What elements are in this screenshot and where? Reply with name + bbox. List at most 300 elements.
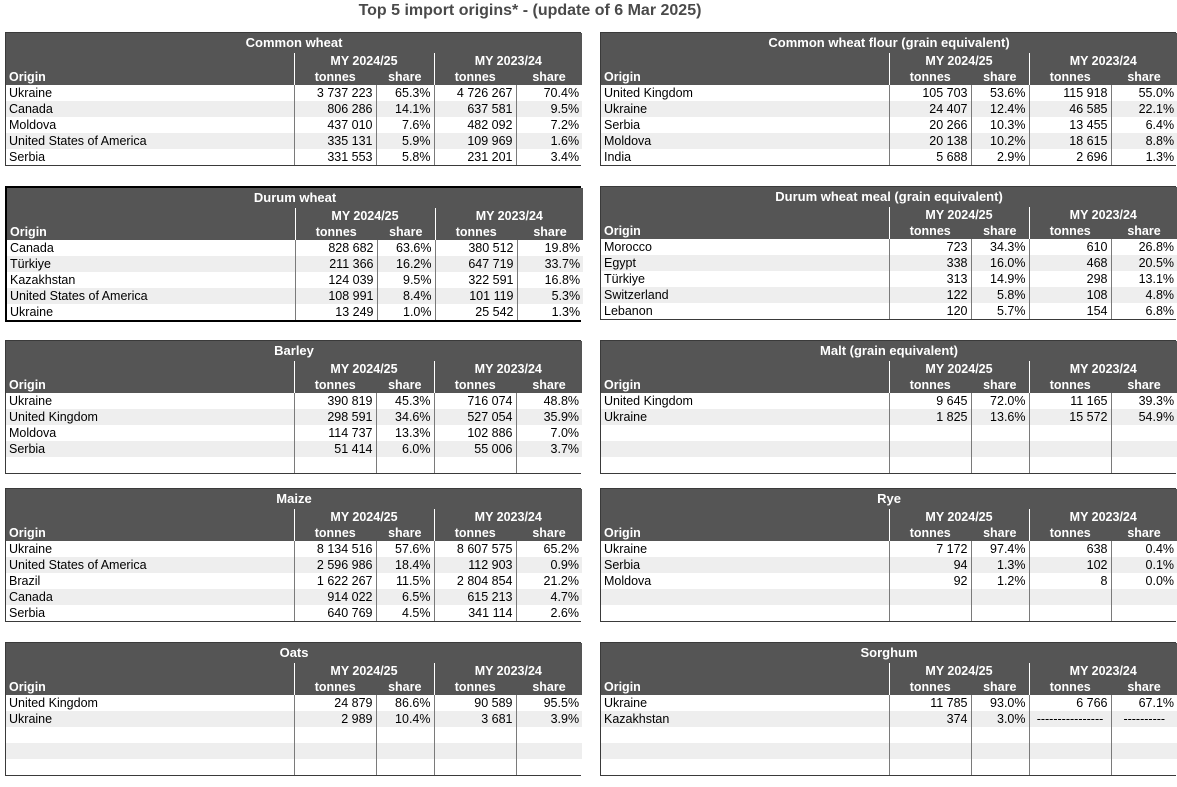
header-share: share xyxy=(1127,526,1161,540)
tonnes-previous-cell: 482 092 xyxy=(434,117,516,133)
page-title: Top 5 import origins* - (update of 6 Mar 2025) xyxy=(358,2,702,19)
table-row xyxy=(6,557,582,573)
header-my-current: MY 2024/25 xyxy=(889,361,1029,377)
header-my-current: MY 2024/25 xyxy=(889,53,1029,69)
tonnes-previous-cell: 112 903 xyxy=(434,557,516,573)
share-previous-cell: 4.8% xyxy=(1111,287,1177,303)
origin-cell xyxy=(601,425,889,441)
share-current-cell: 14.1% xyxy=(376,101,434,117)
origin-cell: Kazakhstan xyxy=(601,711,889,727)
header-share: share xyxy=(983,70,1017,84)
share-previous-cell xyxy=(1111,589,1177,605)
table-row xyxy=(7,272,583,288)
share-current-cell: 2.9% xyxy=(971,149,1029,165)
share-previous-cell: 5.3% xyxy=(517,288,583,304)
origin-cell xyxy=(601,457,889,473)
tonnes-previous-cell: 102 xyxy=(1029,557,1111,573)
header-tonnes: tonnes xyxy=(889,679,971,695)
header-share: share xyxy=(983,378,1017,392)
header-my-current: MY 2024/25 xyxy=(295,208,435,224)
origin-cell: Switzerland xyxy=(601,287,889,303)
share-current-cell: 63.6% xyxy=(377,240,435,256)
table-row xyxy=(6,117,582,133)
header-share: share xyxy=(983,680,1017,694)
origin-cell xyxy=(6,743,294,759)
share-previous-cell xyxy=(1111,605,1177,621)
table-row xyxy=(6,695,582,711)
header-share: share xyxy=(532,378,566,392)
table-row xyxy=(6,589,582,605)
header-my-current: MY 2024/25 xyxy=(294,53,434,69)
tonnes-current-cell: 374 xyxy=(889,711,971,727)
origin-cell: Canada xyxy=(6,589,294,605)
tonnes-previous-cell: 108 xyxy=(1029,287,1111,303)
share-current-cell xyxy=(376,457,434,473)
share-current-cell: 93.0% xyxy=(971,695,1029,711)
header-my-previous: MY 2023/24 xyxy=(1029,663,1177,679)
origin-cell xyxy=(6,727,294,743)
tonnes-current-cell: 108 991 xyxy=(295,288,377,304)
tonnes-previous-cell: 13 455 xyxy=(1029,117,1111,133)
origin-cell: Ukraine xyxy=(6,541,294,557)
share-previous-cell: 70.4% xyxy=(516,85,582,101)
table-row xyxy=(6,727,582,743)
header-tonnes: tonnes xyxy=(294,377,376,393)
header-share: share xyxy=(532,526,566,540)
header-tonnes: tonnes xyxy=(434,525,516,541)
origin-cell: India xyxy=(601,149,889,165)
header-origin: Origin xyxy=(9,70,46,84)
tonnes-previous-cell: 6 766 xyxy=(1029,695,1111,711)
share-current-cell: 10.3% xyxy=(971,117,1029,133)
share-previous-cell: 0.0% xyxy=(1111,573,1177,589)
share-previous-cell: 1.3% xyxy=(517,304,583,320)
origin-cell: United Kingdom xyxy=(6,409,294,425)
share-previous-cell xyxy=(516,457,582,473)
header-origin: Origin xyxy=(10,225,47,239)
table-row xyxy=(601,271,1177,287)
share-current-cell: 53.6% xyxy=(971,85,1029,101)
table-row xyxy=(601,695,1177,711)
share-previous-cell: 26.8% xyxy=(1111,239,1177,255)
tonnes-current-cell xyxy=(889,759,971,775)
table-row xyxy=(601,303,1177,319)
header-tonnes: tonnes xyxy=(1029,679,1111,695)
share-previous-cell: 3.7% xyxy=(516,441,582,457)
table-row xyxy=(7,304,583,320)
share-current-cell: 86.6% xyxy=(376,695,434,711)
origin-cell xyxy=(6,457,294,473)
header-tonnes: tonnes xyxy=(434,377,516,393)
tonnes-current-cell: 914 022 xyxy=(294,589,376,605)
header-share: share xyxy=(1127,680,1161,694)
header-share: share xyxy=(388,70,422,84)
tonnes-previous-cell: 154 xyxy=(1029,303,1111,319)
header-share: share xyxy=(1127,378,1161,392)
header-spacer xyxy=(601,509,889,525)
share-current-cell xyxy=(971,743,1029,759)
share-previous-cell: 2.6% xyxy=(516,605,582,621)
table-row xyxy=(601,409,1177,425)
tonnes-current-cell: 114 737 xyxy=(294,425,376,441)
header-origin: Origin xyxy=(9,680,46,694)
tonnes-previous-cell: 231 201 xyxy=(434,149,516,165)
share-current-cell: 13.6% xyxy=(971,409,1029,425)
header-tonnes: tonnes xyxy=(434,679,516,695)
header-origin: Origin xyxy=(604,224,641,238)
share-previous-cell: 8.8% xyxy=(1111,133,1177,149)
share-previous-cell xyxy=(1111,759,1177,775)
tonnes-current-cell: 313 xyxy=(889,271,971,287)
origin-cell: United States of America xyxy=(7,288,295,304)
share-current-cell: 65.3% xyxy=(376,85,434,101)
share-previous-cell: 6.4% xyxy=(1111,117,1177,133)
tonnes-current-cell: 298 591 xyxy=(294,409,376,425)
header-origin: Origin xyxy=(604,70,641,84)
tonnes-previous-cell: 322 591 xyxy=(435,272,517,288)
share-current-cell: 1.0% xyxy=(377,304,435,320)
tonnes-current-cell xyxy=(294,759,376,775)
share-current-cell: 57.6% xyxy=(376,541,434,557)
origin-cell: Ukraine xyxy=(7,304,295,320)
share-current-cell xyxy=(971,425,1029,441)
tonnes-previous-cell: 2 804 854 xyxy=(434,573,516,589)
origin-cell: Lebanon xyxy=(601,303,889,319)
share-current-cell: 13.3% xyxy=(376,425,434,441)
header-tonnes: tonnes xyxy=(294,679,376,695)
share-previous-cell: 48.8% xyxy=(516,393,582,409)
tonnes-current-cell: 20 266 xyxy=(889,117,971,133)
share-previous-cell: 95.5% xyxy=(516,695,582,711)
share-previous-cell: 16.8% xyxy=(517,272,583,288)
header-spacer xyxy=(6,361,294,377)
tonnes-current-cell: 120 xyxy=(889,303,971,319)
header-origin: Origin xyxy=(604,378,641,392)
table-row xyxy=(6,573,582,589)
share-previous-cell: 6.8% xyxy=(1111,303,1177,319)
header-tonnes: tonnes xyxy=(434,69,516,85)
tonnes-current-cell xyxy=(889,727,971,743)
header-my-previous: MY 2023/24 xyxy=(1029,361,1177,377)
header-my-current: MY 2024/25 xyxy=(889,509,1029,525)
share-previous-cell: 0.9% xyxy=(516,557,582,573)
table-title: Oats xyxy=(6,643,582,663)
table-row xyxy=(601,117,1177,133)
origin-cell xyxy=(601,743,889,759)
tonnes-previous-cell xyxy=(1029,457,1111,473)
table-row xyxy=(6,409,582,425)
tonnes-previous-cell: 341 114 xyxy=(434,605,516,621)
origin-cell: Moldova xyxy=(601,133,889,149)
header-spacer xyxy=(6,53,294,69)
origin-cell: Moldova xyxy=(6,117,294,133)
share-previous-cell xyxy=(516,759,582,775)
tonnes-previous-cell: 102 886 xyxy=(434,425,516,441)
table-durum-wheat-meal-grain-equivalent xyxy=(600,186,1176,320)
share-previous-cell xyxy=(1111,727,1177,743)
header-spacer xyxy=(6,663,294,679)
tonnes-current-cell xyxy=(294,727,376,743)
tonnes-current-cell: 437 010 xyxy=(294,117,376,133)
table-row xyxy=(601,557,1177,573)
tonnes-current-cell: 3 737 223 xyxy=(294,85,376,101)
header-spacer xyxy=(601,53,889,69)
share-current-cell: 12.4% xyxy=(971,101,1029,117)
tonnes-current-cell: 331 553 xyxy=(294,149,376,165)
tonnes-previous-cell: 90 589 xyxy=(434,695,516,711)
header-origin: Origin xyxy=(604,680,641,694)
share-current-cell xyxy=(971,457,1029,473)
table-row xyxy=(601,239,1177,255)
header-my-previous: MY 2023/24 xyxy=(434,509,582,525)
share-current-cell: 34.6% xyxy=(376,409,434,425)
share-previous-cell: 20.5% xyxy=(1111,255,1177,271)
share-current-cell: 1.2% xyxy=(971,573,1029,589)
header-share: share xyxy=(388,680,422,694)
tonnes-current-cell: 640 769 xyxy=(294,605,376,621)
header-origin: Origin xyxy=(9,378,46,392)
share-previous-cell: 0.4% xyxy=(1111,541,1177,557)
share-current-cell: 16.0% xyxy=(971,255,1029,271)
share-previous-cell: 9.5% xyxy=(516,101,582,117)
origin-cell: Moldova xyxy=(6,425,294,441)
origin-cell: Egypt xyxy=(601,255,889,271)
table-title: Common wheat flour (grain equivalent) xyxy=(601,33,1177,53)
header-my-previous: MY 2023/24 xyxy=(435,208,583,224)
header-tonnes: tonnes xyxy=(889,525,971,541)
origin-cell: United States of America xyxy=(6,557,294,573)
tonnes-previous-cell xyxy=(1029,727,1111,743)
table-title: Durum wheat meal (grain equivalent) xyxy=(601,187,1177,207)
header-spacer xyxy=(601,663,889,679)
origin-cell: United Kingdom xyxy=(601,85,889,101)
table-row xyxy=(601,711,1177,727)
table-row xyxy=(6,101,582,117)
table-row xyxy=(601,589,1177,605)
tonnes-current-cell: 1 622 267 xyxy=(294,573,376,589)
table-row xyxy=(6,85,582,101)
tonnes-current-cell: 20 138 xyxy=(889,133,971,149)
share-previous-cell xyxy=(1111,457,1177,473)
origin-cell: Kazakhstan xyxy=(7,272,295,288)
share-current-cell: 10.4% xyxy=(376,711,434,727)
origin-cell: Canada xyxy=(6,101,294,117)
share-current-cell: 5.7% xyxy=(971,303,1029,319)
tonnes-previous-cell xyxy=(434,743,516,759)
table-row xyxy=(601,85,1177,101)
origin-cell xyxy=(601,727,889,743)
tonnes-current-cell: 11 785 xyxy=(889,695,971,711)
header-tonnes: tonnes xyxy=(1029,69,1111,85)
origin-cell: Canada xyxy=(7,240,295,256)
header-share: share xyxy=(983,526,1017,540)
origin-cell: Serbia xyxy=(6,441,294,457)
origin-cell xyxy=(601,441,889,457)
tonnes-previous-cell: 637 581 xyxy=(434,101,516,117)
tonnes-current-cell xyxy=(889,425,971,441)
header-spacer xyxy=(601,207,889,223)
tonnes-previous-cell: 468 xyxy=(1029,255,1111,271)
share-previous-cell: 3.9% xyxy=(516,711,582,727)
share-current-cell: 4.5% xyxy=(376,605,434,621)
share-current-cell: 11.5% xyxy=(376,573,434,589)
share-current-cell: 5.9% xyxy=(376,133,434,149)
tonnes-current-cell: 9 645 xyxy=(889,393,971,409)
header-spacer xyxy=(601,361,889,377)
table-row xyxy=(6,441,582,457)
tonnes-previous-cell: 11 165 xyxy=(1029,393,1111,409)
share-current-cell xyxy=(376,727,434,743)
tonnes-previous-cell xyxy=(1029,425,1111,441)
tonnes-previous-cell: 46 585 xyxy=(1029,101,1111,117)
share-previous-cell: 54.9% xyxy=(1111,409,1177,425)
share-previous-cell: 4.7% xyxy=(516,589,582,605)
tonnes-current-cell: 2 596 986 xyxy=(294,557,376,573)
header-tonnes: tonnes xyxy=(1029,525,1111,541)
table-title: Barley xyxy=(6,341,582,361)
origin-cell: Ukraine xyxy=(601,695,889,711)
origin-cell: Serbia xyxy=(6,605,294,621)
share-previous-cell xyxy=(516,727,582,743)
table-row xyxy=(601,759,1177,775)
header-my-previous: MY 2023/24 xyxy=(434,361,582,377)
header-tonnes: tonnes xyxy=(435,224,517,240)
share-current-cell: 7.6% xyxy=(376,117,434,133)
share-previous-cell: 67.1% xyxy=(1111,695,1177,711)
tonnes-previous-cell: 8 xyxy=(1029,573,1111,589)
origin-cell: Serbia xyxy=(601,557,889,573)
header-tonnes: tonnes xyxy=(889,69,971,85)
share-current-cell: 16.2% xyxy=(377,256,435,272)
tonnes-previous-cell: 527 054 xyxy=(434,409,516,425)
tonnes-current-cell: 828 682 xyxy=(295,240,377,256)
table-title: Rye xyxy=(601,489,1177,509)
table-oats xyxy=(5,642,581,776)
header-my-current: MY 2024/25 xyxy=(889,663,1029,679)
origin-cell xyxy=(6,759,294,775)
table-title: Sorghum xyxy=(601,643,1177,663)
share-previous-cell xyxy=(516,743,582,759)
table-row xyxy=(601,425,1177,441)
table-row xyxy=(601,393,1177,409)
share-previous-cell: 35.9% xyxy=(516,409,582,425)
header-my-current: MY 2024/25 xyxy=(294,361,434,377)
origin-cell: Ukraine xyxy=(6,393,294,409)
header-tonnes: tonnes xyxy=(889,377,971,393)
origin-cell: Serbia xyxy=(6,149,294,165)
tonnes-current-cell xyxy=(889,589,971,605)
tonnes-current-cell: 338 xyxy=(889,255,971,271)
header-origin: Origin xyxy=(604,526,641,540)
share-previous-cell: 22.1% xyxy=(1111,101,1177,117)
tonnes-current-cell xyxy=(889,743,971,759)
share-current-cell: 34.3% xyxy=(971,239,1029,255)
share-current-cell: 45.3% xyxy=(376,393,434,409)
tonnes-current-cell xyxy=(889,457,971,473)
header-share: share xyxy=(532,680,566,694)
share-current-cell: 10.2% xyxy=(971,133,1029,149)
tonnes-previous-cell xyxy=(1029,605,1111,621)
tonnes-previous-cell: 18 615 xyxy=(1029,133,1111,149)
tonnes-previous-cell: 298 xyxy=(1029,271,1111,287)
header-my-previous: MY 2023/24 xyxy=(434,53,582,69)
share-previous-cell: 1.3% xyxy=(1111,149,1177,165)
tonnes-current-cell: 1 825 xyxy=(889,409,971,425)
table-title: Maize xyxy=(6,489,582,509)
header-share: share xyxy=(388,526,422,540)
header-share: share xyxy=(1127,70,1161,84)
header-tonnes: tonnes xyxy=(294,525,376,541)
share-current-cell: 6.0% xyxy=(376,441,434,457)
share-current-cell xyxy=(971,589,1029,605)
tonnes-current-cell: 13 249 xyxy=(295,304,377,320)
tonnes-previous-cell xyxy=(434,759,516,775)
header-my-current: MY 2024/25 xyxy=(294,509,434,525)
origin-cell: Ukraine xyxy=(6,85,294,101)
header-share: share xyxy=(1127,224,1161,238)
tonnes-previous-cell: 610 xyxy=(1029,239,1111,255)
table-row xyxy=(601,727,1177,743)
table-row xyxy=(6,711,582,727)
header-share: share xyxy=(533,225,567,239)
tonnes-current-cell: 94 xyxy=(889,557,971,573)
tonnes-current-cell: 51 414 xyxy=(294,441,376,457)
table-row xyxy=(6,541,582,557)
share-previous-cell: 55.0% xyxy=(1111,85,1177,101)
header-spacer xyxy=(6,509,294,525)
share-current-cell xyxy=(971,727,1029,743)
table-row xyxy=(7,288,583,304)
table-title: Malt (grain equivalent) xyxy=(601,341,1177,361)
header-origin: Origin xyxy=(9,526,46,540)
table-row xyxy=(601,457,1177,473)
share-current-cell: 3.0% xyxy=(971,711,1029,727)
tonnes-previous-cell: 716 074 xyxy=(434,393,516,409)
share-previous-cell: 1.6% xyxy=(516,133,582,149)
tonnes-current-cell: 211 366 xyxy=(295,256,377,272)
share-previous-cell: 3.4% xyxy=(516,149,582,165)
header-share: share xyxy=(388,378,422,392)
origin-cell: United Kingdom xyxy=(6,695,294,711)
table-row xyxy=(7,240,583,256)
header-tonnes: tonnes xyxy=(1029,223,1111,239)
table-row xyxy=(6,743,582,759)
table-malt-grain-equivalent xyxy=(600,340,1176,474)
table-row xyxy=(601,287,1177,303)
share-current-cell: 1.3% xyxy=(971,557,1029,573)
share-previous-cell xyxy=(1111,441,1177,457)
tonnes-previous-cell xyxy=(1029,441,1111,457)
origin-cell xyxy=(601,589,889,605)
share-current-cell: 14.9% xyxy=(971,271,1029,287)
table-durum-wheat xyxy=(5,186,581,322)
tonnes-previous-cell: 101 119 xyxy=(435,288,517,304)
header-my-previous: MY 2023/24 xyxy=(1029,53,1177,69)
origin-cell: Ukraine xyxy=(601,409,889,425)
tonnes-current-cell: 92 xyxy=(889,573,971,589)
origin-cell: Ukraine xyxy=(601,101,889,117)
header-share: share xyxy=(983,224,1017,238)
origin-cell: Türkiye xyxy=(601,271,889,287)
origin-cell: Brazil xyxy=(6,573,294,589)
table-row xyxy=(601,255,1177,271)
header-my-current: MY 2024/25 xyxy=(889,207,1029,223)
tonnes-current-cell: 723 xyxy=(889,239,971,255)
tonnes-previous-cell xyxy=(434,727,516,743)
tonnes-current-cell: 806 286 xyxy=(294,101,376,117)
origin-cell: United Kingdom xyxy=(601,393,889,409)
share-previous-cell: 19.8% xyxy=(517,240,583,256)
